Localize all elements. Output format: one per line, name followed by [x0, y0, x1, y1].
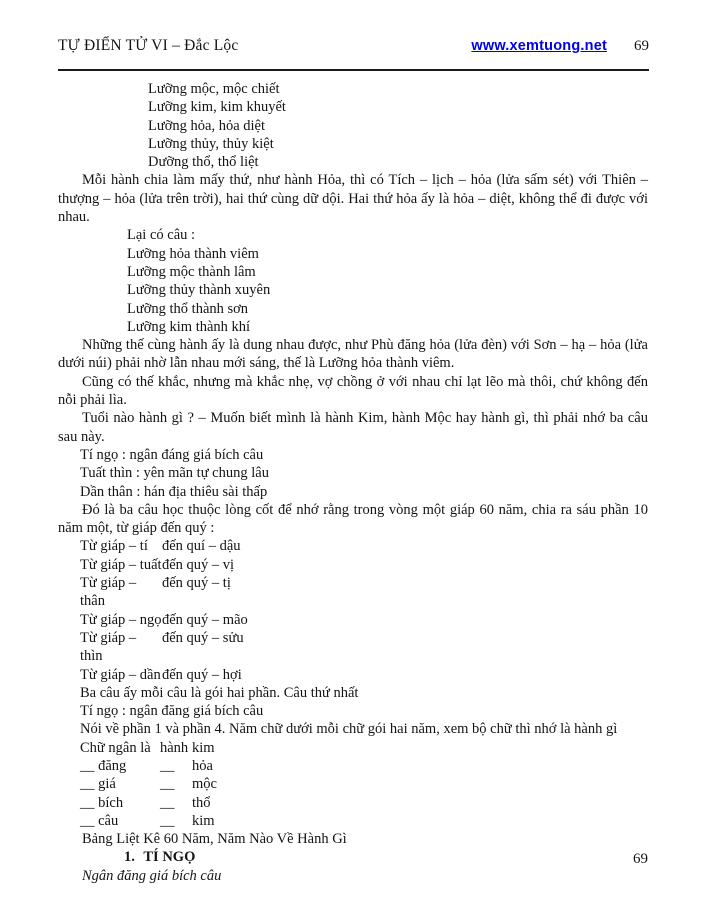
- italic-verse-line: Ngân đăng giá bích câu: [82, 867, 222, 884]
- table-row: [80, 812, 648, 830]
- table-row: [80, 611, 648, 629]
- poem-line: Lưỡng kim, kim khuyết: [148, 99, 286, 116]
- giap-cycle-table: [58, 537, 648, 683]
- footer-page-number: 69: [633, 851, 648, 867]
- element-cell: hỏa: [192, 757, 213, 774]
- page-header: [58, 37, 649, 55]
- book-title: TỰ ĐIỂN TỬ VI – Đắc Lộc: [58, 37, 239, 54]
- paragraph-three-sentences: Ba câu ấy mỗi câu là gói hai phần. Câu thứ nhất: [80, 684, 359, 701]
- header-rule: [58, 69, 649, 71]
- hanh-cell: __: [160, 812, 175, 829]
- table-row: [80, 794, 648, 812]
- section-number: 1.: [124, 849, 135, 866]
- word-cell: __ bích: [80, 794, 124, 811]
- cycle-from: Từ giáp – dần: [80, 666, 161, 683]
- paragraph-fire-kinds: Mỗi hành chia làm mấy thứ, như hành Hỏa, thì có Tích – lịch – hỏa (lửa sấm sét) với Thiên – thượng – hỏa (lửa trên trời), hai thứ cùng dữ dội. Hai thứ hỏa ấy là hỏa – diệt, không thể đi được với nhau.: [58, 172, 648, 226]
- element-cell: kim: [192, 812, 215, 829]
- cycle-to: đến quý – mão: [162, 611, 248, 628]
- poem-line: Lưỡng hỏa thành viêm: [127, 245, 259, 262]
- header-page-number: 69: [634, 38, 649, 54]
- word-cell: __ giá: [80, 776, 116, 793]
- poem-line: Lưỡng mộc, mộc chiết: [148, 81, 280, 97]
- element-cell: kim: [192, 739, 215, 756]
- second-poem-block: [127, 226, 648, 336]
- table-row: [80, 739, 648, 757]
- hanh-cell: __: [160, 757, 175, 774]
- list-title-60-years: Bảng Liệt Kê 60 Năm, Năm Nào Về Hành Gì: [82, 831, 347, 848]
- table-row: [80, 666, 648, 684]
- cycle-from: Từ giáp – tí: [80, 538, 148, 555]
- three-verses: [80, 446, 648, 501]
- table-row: [80, 757, 648, 775]
- element-cell: mộc: [192, 776, 217, 793]
- poem-intro: Lại có câu :: [127, 227, 196, 244]
- table-row: [80, 574, 648, 611]
- verse-line: Dần thân : hán địa thiêu sài thấp: [80, 483, 268, 500]
- cycle-to: đến quý – hợi: [162, 666, 242, 683]
- table-row: [80, 556, 648, 574]
- hanh-cell: __: [160, 776, 175, 793]
- five-elements-poem: [148, 80, 648, 171]
- paragraph-compatible-elements: Những thế cùng hành ấy là dung nhau được, như Phù đăng hỏa (lửa đèn) với Sơn – hạ – hỏa (lửa dưới núi) phải nhờ lẫn nhau mới sáng, thế là Lưỡng hỏa thành viêm.: [58, 337, 648, 372]
- table-row: [80, 775, 648, 793]
- verse-line: Tí ngọ : ngân đáng giá bích câu: [80, 446, 264, 463]
- table-row: [80, 537, 648, 555]
- page-body: [58, 80, 648, 885]
- cycle-to: đến quý – sửu: [162, 629, 244, 646]
- ti-ngo-verse-repeat: Tí ngọ : ngân đăng giá bích câu: [80, 703, 264, 720]
- poem-line: Dưỡng thổ, thổ liệt: [148, 154, 259, 171]
- cycle-from: Từ giáp – ngọ: [80, 611, 162, 628]
- poem-line: Lưỡng thủy thành xuyên: [127, 282, 271, 299]
- cycle-from: Từ giáp – thìn: [80, 629, 137, 665]
- poem-line: Lưỡng kim thành khí: [127, 318, 251, 335]
- element-cell: thổ: [192, 794, 211, 811]
- paragraph-sixty-years: Đó là ba câu học thuộc lòng cốt để nhớ rằng trong vòng một giáp 60 năm, chia ra sáu phần 10 năm một, từ giáp đến quý :: [58, 501, 648, 537]
- website-link[interactable]: www.xemtuong.net: [471, 38, 607, 54]
- paragraph-part1-part4: Nói về phần 1 và phần 4. Năm chữ dưới mỗi chữ gói hai năm, xem bộ chữ thì nhớ là hành gì: [80, 721, 618, 738]
- cycle-to: đến quí – dậu: [162, 538, 241, 555]
- word-cell: __ câu: [80, 812, 119, 829]
- cycle-from: Từ giáp – thân: [80, 575, 137, 610]
- poem-line: Lưỡng thủy, thủy kiệt: [148, 135, 274, 152]
- word-cell: Chữ ngân là: [80, 739, 151, 756]
- poem-line: Lưỡng hỏa, hỏa diệt: [148, 117, 265, 134]
- poem-line: Lưỡng mộc thành lâm: [127, 263, 256, 280]
- cycle-from: Từ giáp – tuất: [80, 556, 162, 573]
- table-row: [80, 629, 648, 666]
- poem-line: Lưỡng thổ thành sơn: [127, 300, 249, 317]
- hanh-cell: __: [160, 794, 175, 811]
- hanh-cell: hành: [160, 739, 189, 756]
- verse-line: Tuất thìn : yên mãn tự chung lâu: [80, 465, 269, 482]
- cycle-to: đến quý – tị: [162, 575, 231, 592]
- paragraph-light-conflict: Cũng có thế khắc, nhưng mà khắc nhẹ, vợ chồng ở với nhau chỉ lạt lẽo mà thôi, chứ không đến nỗi phải lìa.: [58, 373, 648, 409]
- paragraph-which-element: Tuổi nào hành gì ? – Muốn biết mình là hành Kim, hành Mộc hay hành gì, thì phải nhớ ba câu sau này.: [58, 410, 648, 445]
- section-label: TÍ NGỌ: [143, 849, 196, 866]
- word-cell: __ đăng: [80, 757, 127, 774]
- cycle-to: đến quý – vị: [162, 556, 235, 573]
- word-element-table: [58, 739, 648, 830]
